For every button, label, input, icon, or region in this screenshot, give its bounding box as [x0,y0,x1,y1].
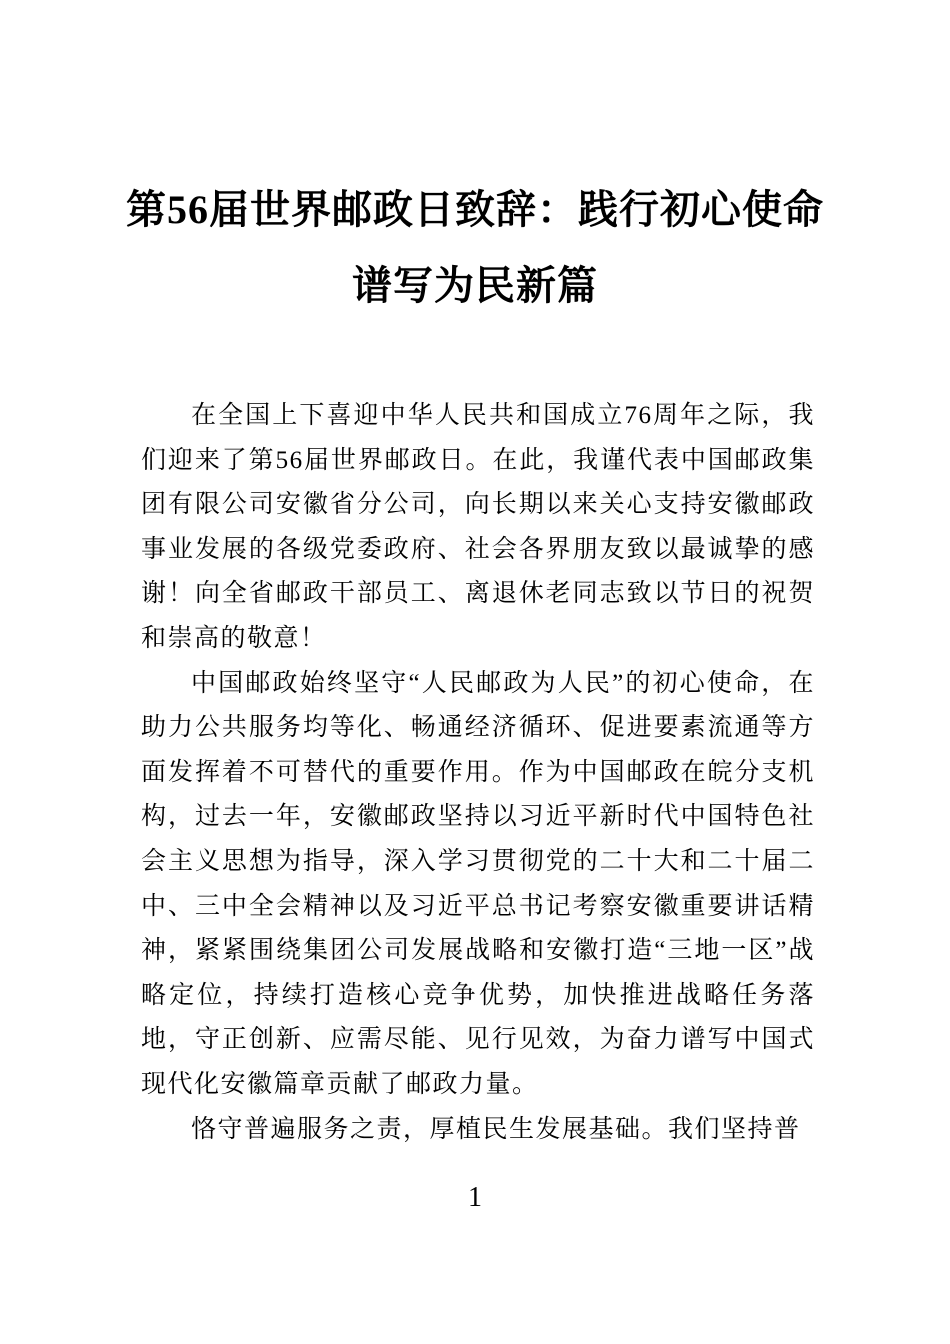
paragraph-2: 中国邮政始终坚守“人民邮政为人民”的初心使命，在助力公共服务均等化、畅通经济循环、促进要素流通等方面发挥着不可替代的重要作用。作为中国邮政在皖分支机构，过去一年，安徽邮政坚持以习近平新时代中国特色社会主义思想为指导，深入学习贯彻党的二十大和二十届二中、三中全会精神以及习近平总书记考察安徽重要讲话精神，紧紧围绕集团公司发展战略和安徽打造“三地一区”战略定位，持续打造核心竞争优势，加快推进战略任务落地，守正创新、应需尽能、见行见效，为奋力谱写中国式现代化安徽篇章贡献了邮政力量。 [141,669,815,1098]
paragraph-3: 恪守普遍服务之责，厚植民生发展基础。我们坚持普 [191,1115,801,1143]
document-body [141,394,815,1152]
document-title [0,172,950,324]
document-title-line-2: 谱写为民新篇 [352,263,598,308]
page-number: 1 [468,1182,482,1213]
paragraph-1: 在全国上下喜迎中华人民共和国成立76周年之际，我们迎来了第56届世界邮政日。在此，我谨代表中国邮政集团有限公司安徽省分公司，向长期以来关心支持安徽邮政事业发展的各级党委政府、社会各界朋友致以最诚挚的感谢！向全省邮政干部员工、离退休老同志致以节日的祝贺和崇高的敬意！ [141,402,815,652]
document-title-line-1: 第56届世界邮政日致辞：践行初心使命 [126,187,824,232]
